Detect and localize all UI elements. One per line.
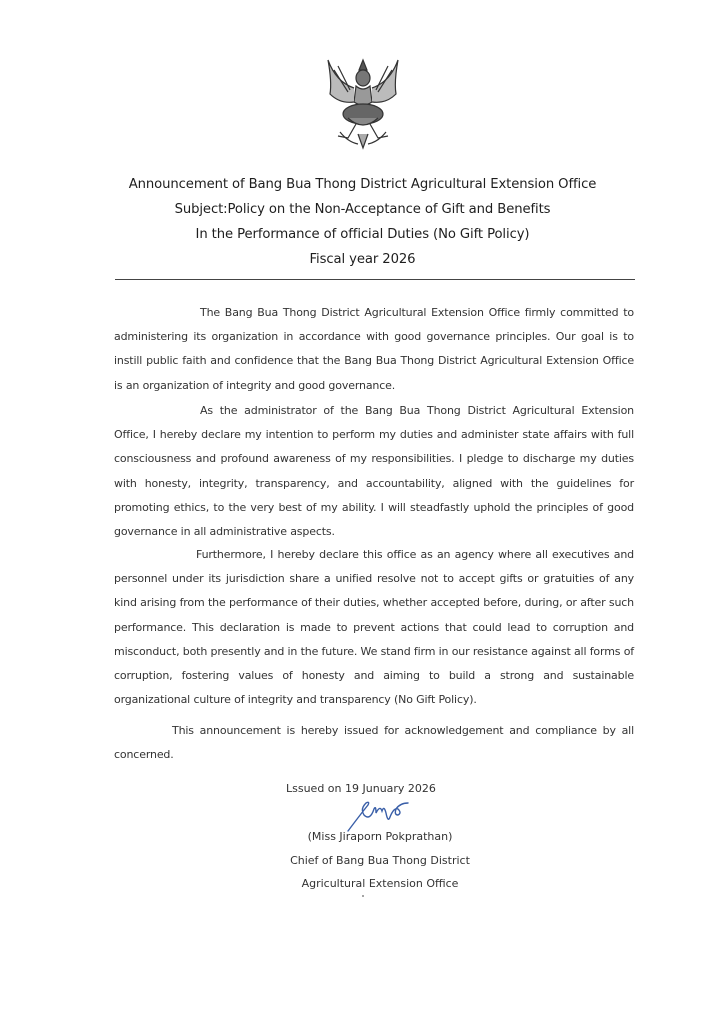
paragraph-text: This announcement is hereby issued for acknowledgement and compliance by all concerned. [114,724,634,762]
signatory-name: (Miss Jiraporn Pokprathan) [307,830,453,843]
paragraph-text: Furthermore, I hereby declare this office as an agency where all executives and personnel under its jurisdiction share a unified resolve not to accept gifts or gratuities of any kind arising from the performance of their duties, whether accepted before, during, or after such performance. This declaration is made to prevent actions that could lead to corruption and misconduct, both presently and in the future. We stand firm in our resistance against all forms of corruption, fostering values of honesty and aiming to build a strong and sustainable organizational culture of integrity and transparency (No Gift Policy). [114,548,634,707]
paragraph-text: As the administrator of the Bang Bua Thong District Agricultural Extension Office, I hereby declare my intention to perform my duties and administer state affairs with full consciousness and profound awareness of my responsibilities. I pledge to discharge my duties with honesty, integrity, transparency, and accountability, aligned with the guidelines for promoting ethics, to the very best of my ability. I will steadfastly uphold the principles of good governance in all administrative aspects. [114,404,634,539]
signatory-block [270,825,490,896]
signatory-title-2: Agricultural Extension Office [301,877,459,890]
header-title: Announcement of Bang Bua Thong District Agricultural Extension Office [128,177,597,192]
header-divider [115,279,635,280]
scan-speck [362,895,364,897]
paragraph-4 [114,719,634,767]
paragraph-1 [114,301,634,398]
header-subject: Subject:Policy on the Non-Acceptance of Gift and Benefits [174,202,551,217]
garuda-emblem-icon [318,52,408,152]
announcement-header [100,172,625,272]
paragraph-3 [114,543,634,712]
header-fiscal-year: Fiscal year 2026 [309,252,416,267]
header-subject-cont: In the Performance of official Duties (No Gift Policy) [195,227,530,242]
signatory-title-1: Chief of Bang Bua Thong District [290,853,470,867]
issue-date: Lssued on 19 Junuary 2026 [286,782,436,795]
paragraph-2 [114,399,634,544]
paragraph-text: The Bang Bua Thong District Agricultural Extension Office firmly committed to administering its organization in accordance with good governance principles. Our goal is to instill public faith and confidence that the Bang Bua Thong District Agricultural Extension Office is an organization of integrity and good governance. [114,306,634,392]
